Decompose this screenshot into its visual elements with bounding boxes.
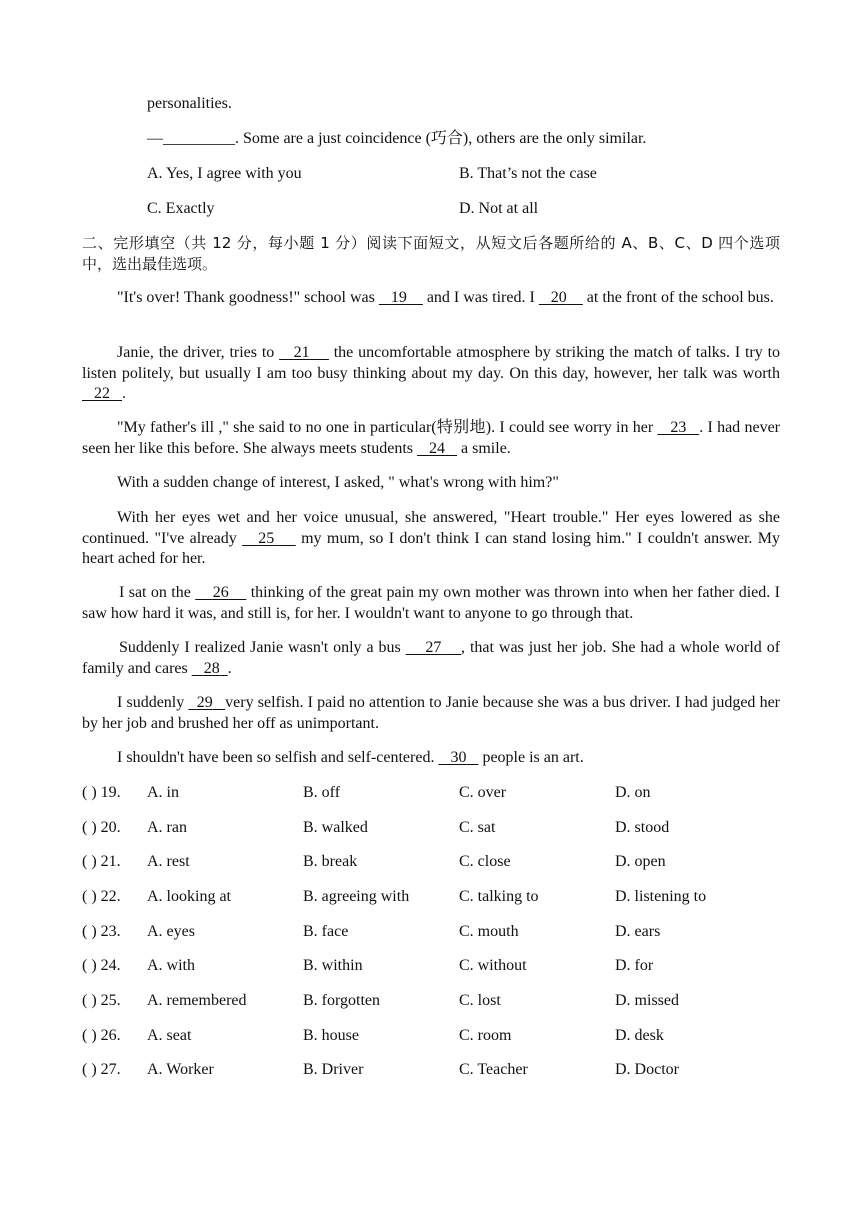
option-d: D. stood [615, 819, 670, 836]
text: thinking of the great pain my own mother was thrown into when her father died. I saw how hard it was, and still is, for her. I wouldn't want to anyone to go through that. [82, 584, 781, 622]
option-c: C. sat [459, 819, 496, 836]
question-number: ( ) 22. [82, 888, 121, 905]
text: I shouldn't have been so selfish and self-centered. [117, 749, 439, 766]
blank-22 [82, 385, 122, 402]
blank-20 [539, 289, 583, 306]
option-d: D. ears [615, 923, 661, 940]
option-c: C. lost [459, 992, 501, 1009]
text: and I was tired. I [422, 289, 539, 306]
question-number: ( ) 27. [82, 1061, 121, 1078]
option-a: A. with [147, 957, 195, 974]
text: the uncomfortable atmosphere by striking the match of talks. I try to listen politely, but usually I am too busy thinking about my day. On this day, however, her talk was worth [82, 344, 781, 382]
section-heading: 二、完形填空（共 12 分，每小题 1 分）阅读下面短文，从短文后各题所给的 A、B、C、D 四个选项中，选出最佳选项。 [82, 234, 780, 273]
option-a: A. looking at [147, 888, 231, 905]
prev-option-c: C. Exactly [147, 200, 215, 217]
option-b: B. break [303, 853, 358, 870]
option-d: D. listening to [615, 888, 707, 905]
text: at the front of the school bus. [582, 289, 774, 306]
text: . I had never seen her like this before. She always meets students [82, 419, 781, 457]
blank-24 [417, 440, 457, 457]
blank-number: 26 [212, 584, 229, 601]
option-d: D. on [615, 784, 651, 801]
blank-number: 20 [550, 289, 567, 306]
text: , that was just her job. She had a whole world of family and cares [82, 639, 781, 677]
option-a: A. seat [147, 1027, 192, 1044]
text: With her eyes wet and her voice unusual, she answered, "Heart trouble." Her eyes lowered as she continued. "I've already [82, 509, 780, 547]
option-a: A. remembered [147, 992, 247, 1009]
option-c: C. close [459, 853, 511, 870]
passage-paragraph-3 [82, 418, 780, 459]
passage-paragraph-4: With a sudden change of interest, I asked, " what's wrong with him?" [117, 474, 559, 491]
option-d: D. Doctor [615, 1061, 679, 1078]
blank-29 [188, 694, 225, 711]
passage-paragraph-8 [82, 693, 780, 734]
response-text: . Some are a just coincidence (巧合), others are the only similar. [235, 130, 647, 147]
question-number: ( ) 24. [82, 957, 121, 974]
text: people is an art. [478, 749, 584, 766]
blank-23 [657, 419, 699, 436]
option-b: B. Driver [303, 1061, 364, 1078]
dash: — [147, 130, 163, 147]
text: . [122, 385, 126, 402]
question-number: ( ) 26. [82, 1027, 121, 1044]
option-b: B. within [303, 957, 363, 974]
option-b: B. walked [303, 819, 368, 836]
text: I sat on the [119, 584, 196, 601]
blank-number: 30 [450, 749, 467, 766]
blank-19 [379, 289, 423, 306]
blank-number: 28 [203, 659, 220, 677]
blank-number: 23 [670, 419, 687, 436]
text: a smile. [457, 439, 511, 457]
question-number: ( ) 23. [82, 923, 121, 940]
passage-paragraph-6 [82, 583, 780, 624]
option-c: C. over [459, 784, 507, 801]
prev-question-text: personalities. [147, 95, 232, 112]
option-d: D. for [615, 957, 654, 974]
question-number: ( ) 21. [82, 853, 121, 870]
text: very selfish. I paid no attention to Janie because she was a bus driver. I had judged her by her job and brushed her off as unimportant. [82, 694, 781, 732]
option-b: B. off [303, 784, 341, 801]
blank-26 [195, 584, 246, 601]
blank-number: 21 [293, 344, 310, 361]
passage-paragraph-2 [82, 343, 780, 405]
prev-option-a: A. Yes, I agree with you [147, 165, 302, 182]
answer-blank: _________ [163, 130, 235, 147]
blank-30 [438, 749, 478, 766]
question-number: ( ) 25. [82, 992, 121, 1009]
text: "It's over! Thank goodness!" school was [117, 289, 379, 306]
text: Janie, the driver, tries to [117, 344, 280, 361]
prev-option-d: D. Not at all [459, 200, 539, 217]
blank-27 [406, 639, 461, 656]
option-b: B. forgotten [303, 992, 381, 1009]
prev-option-b: B. That’s not the case [459, 165, 597, 182]
passage-paragraph-1 [82, 288, 780, 309]
option-c: C. talking to [459, 888, 539, 905]
question-number: ( ) 20. [82, 819, 121, 836]
option-d: D. missed [615, 992, 679, 1009]
option-b: B. face [303, 923, 349, 940]
option-b: B. house [303, 1027, 359, 1044]
option-c: C. room [459, 1027, 512, 1044]
blank-number: 29 [196, 694, 213, 711]
option-a: A. eyes [147, 923, 195, 940]
option-c: C. mouth [459, 923, 519, 940]
passage-paragraph-5 [82, 508, 780, 570]
blank-21 [279, 344, 329, 361]
option-a: A. Worker [147, 1061, 214, 1078]
text: Suddenly I realized Janie wasn't only a bus [119, 639, 406, 656]
blank-number: 24 [429, 439, 446, 457]
option-a: A. ran [147, 819, 187, 836]
text: . [227, 659, 232, 677]
text: my mum, so I don't think I can stand losing him." I couldn't answer. My heart ached for her. [82, 529, 781, 567]
text: "My father's ill ," she said to no one in particular(特别地). I could see worry in her [117, 419, 658, 436]
passage-paragraph-9 [82, 748, 780, 769]
blank-number: 22 [94, 385, 110, 402]
text: I suddenly [117, 694, 189, 711]
option-d: D. desk [615, 1027, 664, 1044]
option-c: C. Teacher [459, 1061, 528, 1078]
option-c: C. without [459, 957, 527, 974]
prev-question-response [147, 129, 646, 149]
blank-number: 25 [258, 529, 275, 547]
option-d: D. open [615, 853, 666, 870]
blank-25 [242, 530, 296, 547]
blank-number: 19 [390, 289, 407, 306]
option-a: A. rest [147, 853, 190, 870]
option-a: A. in [147, 784, 179, 801]
option-b: B. agreeing with [303, 888, 410, 905]
blank-number: 27 [425, 639, 442, 656]
blank-28 [192, 660, 228, 677]
question-number: ( ) 19. [82, 784, 121, 801]
passage-paragraph-7 [82, 638, 780, 679]
